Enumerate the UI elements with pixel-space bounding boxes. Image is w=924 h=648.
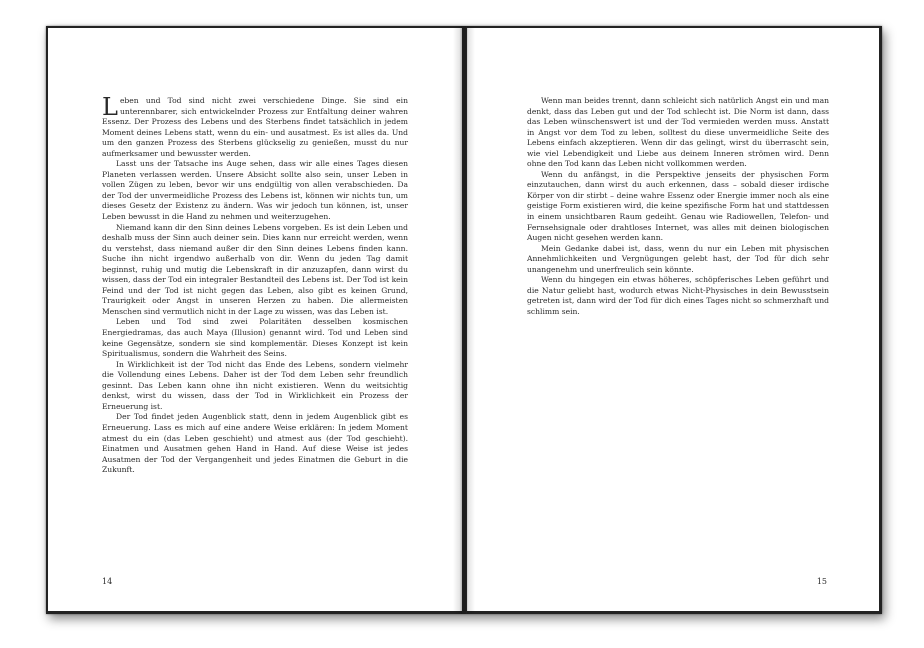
page-number-left: 14 — [102, 577, 113, 586]
right-page-text — [527, 96, 829, 317]
paragraph — [102, 93, 408, 159]
paragraph: Lasst uns der Tatsache ins Auge sehen, dass wir alle eines Tages diesen Planeten verlassen werden. Unsere Absicht sollte also sein, unser Leben in vollen Zügen zu leben, bevor wir uns endgültig von allen verabschieden. Da der Tod der unvermeidliche Prozess des Lebens ist, können wir nichts tun, um dieses Gesetz der Existenz zu ändern. Was wir jedoch tun können, ist, unser Leben bewusst in die Hand zu nehmen und weiterzugehen. — [102, 159, 408, 222]
paragraph: Wenn du hingegen ein etwas höheres, schöpferisches Leben geführt und die Natur geliebt hast, wodurch etwas Nicht-Physisches in dein Bewusstsein getreten ist, dann wird der Tod für dich eines Tages nicht so schmerzhaft und schlimm sein. — [527, 275, 829, 316]
paragraph: Niemand kann dir den Sinn deines Lebens vorgeben. Es ist dein Leben und deshalb muss der Sinn auch deiner sein. Dies kann nur erreicht werden, wenn du verstehst, dass niemand außer dir den Sinn deines Lebens finden kann. Suche ihn nicht irgendwo außerhalb von dir. Wenn du jeden Tag damit beginnst, ruhig und mutig die Lebenskraft in dir anzuzapfen, dann wirst du wissen, dass der Tod ein integraler Bestandteil des Lebens ist. Der Tod ist kein Feind und der Tod ist nicht gegen das Leben, also gibt es keinen Grund, Traurigkeit oder Angst in unseren Herzen zu haben. Die allermeisten Menschen sind vermutlich nicht in der Lage zu wissen, was das Leben ist. — [102, 222, 408, 316]
paragraph: In Wirklichkeit ist der Tod nicht das Ende des Lebens, sondern vielmehr die Vollendung eines Lebens. Daher ist der Tod dem Leben sehr freundlich gesinnt. Das Leben kann ohne ihn nicht existieren. Wenn du weitsichtig denkst, wirst du wissen, dass der Tod in Wirklichkeit ein Prozess der Erneuerung ist. — [102, 359, 408, 411]
drop-cap: L — [102, 93, 118, 121]
paragraph-text: eben und Tod sind nicht zwei verschiedene Dinge. Sie sind ein unterennbarer, sich entwickelnder Prozess zur Entfaltung deiner wahren Essenz. Der Prozess des Lebens und des Sterbens findet tatsächlich in jedem Moment deines Lebens statt, wenn du ein- und ausatmest. Es ist alles da. Und um den ganzen Prozess des Sterbens glückselig zu genießen, musst du nur aufmerksamer und bewusster werden. — [102, 96, 408, 158]
paragraph: Wenn man beides trennt, dann schleicht sich natürlich Angst ein und man denkt, dass das Leben gut und der Tod schlecht ist. Die Norm ist dann, dass das Leben wünschenswert ist und der Tod vermieden werden muss. Anstatt in Angst vor dem Tod zu leben, solltest du diese unvermeidliche Seite des Lebens einfach akzeptieren. Wenn dir das gelingt, wirst du überrascht sein, wie viel Lebendigkeit und Liebe aus deinem Inneren strömen wird. Denn ohne den Tod kann das Leben nicht vollkommen werden. — [527, 96, 829, 169]
paragraph: Mein Gedanke dabei ist, dass, wenn du nur ein Leben mit physischen Annehmlichkeiten und Vergnügungen gelebt hast, der Tod für dich sehr unangenehm und unerfreulich sein könnte. — [527, 243, 829, 274]
right-page — [467, 26, 882, 614]
paragraph: Wenn du anfängst, in die Perspektive jenseits der physischen Form einzutauchen, dann wirst du auch erkennen, dass – sobald dieser irdische Körper von dir stirbt – deine wahre Essenz oder Energie immer noch als eine geistige Form existieren wird, die keine spezifische Form hat und stattdessen in einem unsichtbaren Raum gedeiht. Genau wie Radiowellen, Telefon- und Fernsehsignale oder drahtloses Internet, was alles mit deinen biologischen Augen nicht gesehen werden kann. — [527, 169, 829, 243]
page-number-right: 15 — [816, 577, 827, 586]
left-page — [46, 26, 462, 614]
paragraph: Leben und Tod sind zwei Polaritäten desselben kosmischen Energiedramas, das auch Maya (Illusion) genannt wird. Tod und Leben sind keine Gegensätze, sondern sie sind komplementär. Dieses Konzept ist kein Spiritualismus, sondern die Wahrheit des Seins. — [102, 317, 408, 359]
open-book — [46, 26, 882, 614]
paragraph: Der Tod findet jeden Augenblick statt, denn in jedem Augenblick gibt es Erneuerung. Lass es mich auf eine andere Weise erklären: In jedem Moment atmest du ein (das Leben geschieht) und atmest aus (der Tod geschieht). Einatmen und Ausatmen gehen Hand in Hand. Auf diese Weise ist jedes Ausatmen der Tod der Vergangenheit und jedes Einatmen die Geburt in die Zukunft. — [102, 412, 408, 475]
left-page-text — [102, 93, 408, 476]
